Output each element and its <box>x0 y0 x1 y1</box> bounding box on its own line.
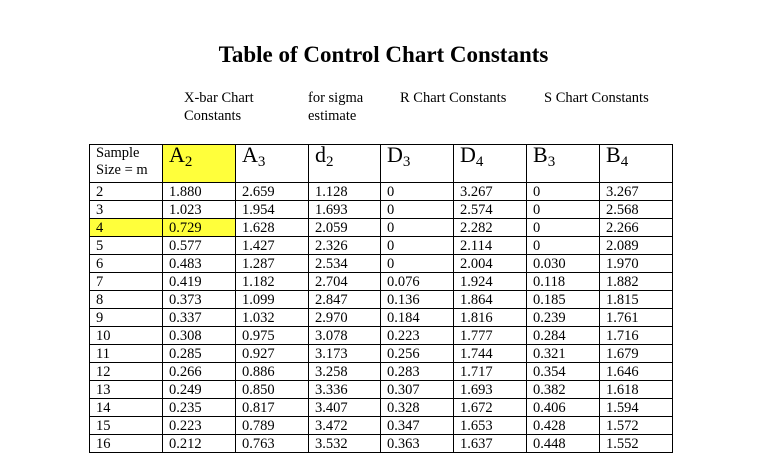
table-cell: 1.572 <box>600 417 673 435</box>
table-cell: 1.815 <box>600 291 673 309</box>
group-label-xbar: X-bar Chart Constants <box>184 90 254 124</box>
table-cell: 0.347 <box>381 417 454 435</box>
sample-size-cell: 5 <box>90 237 163 255</box>
table-cell: 0.136 <box>381 291 454 309</box>
table-cell: 1.816 <box>454 309 527 327</box>
table-cell: 0 <box>527 237 600 255</box>
table-cell: 2.266 <box>600 219 673 237</box>
table-cell: 1.032 <box>236 309 309 327</box>
table-header-row <box>90 145 673 183</box>
table-cell: 0 <box>527 219 600 237</box>
group-label-sigma: for sigma estimate <box>308 90 364 124</box>
table-cell: 1.693 <box>454 381 527 399</box>
table-row <box>90 291 673 309</box>
table-row <box>90 201 673 219</box>
table-cell: 1.924 <box>454 273 527 291</box>
table-cell: 1.672 <box>454 399 527 417</box>
table-cell: 0.223 <box>163 417 236 435</box>
table-cell: 1.970 <box>600 255 673 273</box>
sample-size-cell: 7 <box>90 273 163 291</box>
sample-size-cell: 11 <box>90 345 163 363</box>
table-body <box>90 183 673 453</box>
table-cell: 0.328 <box>381 399 454 417</box>
table-cell: 0.577 <box>163 237 236 255</box>
group-label-r-chart: R Chart Constants <box>400 90 507 106</box>
table-row <box>90 183 673 201</box>
table-cell: 0.308 <box>163 327 236 345</box>
table-cell: 0.239 <box>527 309 600 327</box>
group-label-s-chart: S Chart Constants <box>544 90 649 106</box>
table-cell: 0 <box>381 183 454 201</box>
header-d4: $D_4$ <box>454 145 527 183</box>
sample-size-cell: 12 <box>90 363 163 381</box>
table-cell: 1.717 <box>454 363 527 381</box>
table-cell: 2.970 <box>309 309 381 327</box>
table-cell: 0.975 <box>236 327 309 345</box>
table-cell: 3.258 <box>309 363 381 381</box>
table-cell: 1.182 <box>236 273 309 291</box>
table-cell: 0.483 <box>163 255 236 273</box>
table-cell: 0.927 <box>236 345 309 363</box>
table-cell: 1.693 <box>309 201 381 219</box>
table-cell: 0.030 <box>527 255 600 273</box>
header-a3: $A_3$ <box>236 145 309 183</box>
table-cell: 0.850 <box>236 381 309 399</box>
table-cell: 0 <box>381 255 454 273</box>
table-cell: 1.646 <box>600 363 673 381</box>
table-cell: 0.448 <box>527 435 600 453</box>
page-title: Table of Control Chart Constants <box>218 42 549 67</box>
table-cell: 0 <box>527 201 600 219</box>
table-cell: 2.326 <box>309 237 381 255</box>
table-cell: 1.128 <box>309 183 381 201</box>
sample-size-cell: 13 <box>90 381 163 399</box>
table-cell: 0.363 <box>381 435 454 453</box>
table-cell: 0 <box>381 201 454 219</box>
table-cell: 2.704 <box>309 273 381 291</box>
header-b3: $B_3$ <box>527 145 600 183</box>
table-cell: 1.716 <box>600 327 673 345</box>
table-cell: 0.428 <box>527 417 600 435</box>
table-cell: 0.419 <box>163 273 236 291</box>
table-cell: 0.886 <box>236 363 309 381</box>
sample-size-cell: 6 <box>90 255 163 273</box>
table-cell: 1.777 <box>454 327 527 345</box>
header-sample-size: Sample Size = m <box>90 145 163 183</box>
table-cell: 0.406 <box>527 399 600 417</box>
table-cell: 1.653 <box>454 417 527 435</box>
table-row <box>90 273 673 291</box>
sample-size-cell: 10 <box>90 327 163 345</box>
table-cell: 2.089 <box>600 237 673 255</box>
sample-size-cell: 3 <box>90 201 163 219</box>
table-cell: 0.373 <box>163 291 236 309</box>
table-cell: 0.249 <box>163 381 236 399</box>
table-cell: 1.628 <box>236 219 309 237</box>
sample-size-cell: 16 <box>90 435 163 453</box>
table-cell: 1.427 <box>236 237 309 255</box>
table-cell: 2.114 <box>454 237 527 255</box>
table-cell: 1.882 <box>600 273 673 291</box>
table-cell: 0.789 <box>236 417 309 435</box>
table-cell: 0.382 <box>527 381 600 399</box>
table-row <box>90 219 673 237</box>
sample-size-cell: 15 <box>90 417 163 435</box>
table-cell: 0.354 <box>527 363 600 381</box>
table-cell: 0.321 <box>527 345 600 363</box>
table-row <box>90 363 673 381</box>
table-cell: 0.185 <box>527 291 600 309</box>
table-row <box>90 255 673 273</box>
header-d3: $D_3$ <box>381 145 454 183</box>
table-cell: 1.679 <box>600 345 673 363</box>
table-cell: 1.287 <box>236 255 309 273</box>
table-cell: 0 <box>381 237 454 255</box>
header-a2: $A_2$ <box>163 145 236 183</box>
table-cell: 1.023 <box>163 201 236 219</box>
table-row <box>90 309 673 327</box>
sample-size-cell: 4 <box>90 219 163 237</box>
table-cell: 0.729 <box>163 219 236 237</box>
table-cell: 1.594 <box>600 399 673 417</box>
table-cell: 3.267 <box>600 183 673 201</box>
table-cell: 0 <box>381 219 454 237</box>
table-cell: 0.285 <box>163 345 236 363</box>
table-cell: 0.817 <box>236 399 309 417</box>
sample-size-cell: 2 <box>90 183 163 201</box>
header-d2: $d_2$ <box>309 145 381 183</box>
table-cell: 0.284 <box>527 327 600 345</box>
sample-size-cell: 9 <box>90 309 163 327</box>
table-cell: 3.336 <box>309 381 381 399</box>
table-cell: 2.574 <box>454 201 527 219</box>
table-cell: 0.307 <box>381 381 454 399</box>
table-cell: 1.880 <box>163 183 236 201</box>
table-row <box>90 417 673 435</box>
table-cell: 2.282 <box>454 219 527 237</box>
table-cell: 0.235 <box>163 399 236 417</box>
table-cell: 1.761 <box>600 309 673 327</box>
table-cell: 0.337 <box>163 309 236 327</box>
table-cell: 2.847 <box>309 291 381 309</box>
table-row <box>90 345 673 363</box>
table-cell: 0.118 <box>527 273 600 291</box>
table-cell: 1.864 <box>454 291 527 309</box>
table-cell: 3.532 <box>309 435 381 453</box>
table-cell: 3.173 <box>309 345 381 363</box>
table-cell: 2.534 <box>309 255 381 273</box>
table-cell: 0.212 <box>163 435 236 453</box>
sample-size-cell: 14 <box>90 399 163 417</box>
table-row <box>90 399 673 417</box>
table-row <box>90 237 673 255</box>
table-row <box>90 435 673 453</box>
table-cell: 0.223 <box>381 327 454 345</box>
table-cell: 3.267 <box>454 183 527 201</box>
table-cell: 2.659 <box>236 183 309 201</box>
table-cell: 0.763 <box>236 435 309 453</box>
table-cell: 0.266 <box>163 363 236 381</box>
table-cell: 1.637 <box>454 435 527 453</box>
sample-size-cell: 8 <box>90 291 163 309</box>
table-cell: 2.568 <box>600 201 673 219</box>
table-cell: 1.618 <box>600 381 673 399</box>
table-cell: 1.744 <box>454 345 527 363</box>
header-b4: $B_4$ <box>600 145 673 183</box>
table-cell: 2.059 <box>309 219 381 237</box>
table-cell: 3.472 <box>309 417 381 435</box>
table-cell: 0.076 <box>381 273 454 291</box>
table-cell: 1.099 <box>236 291 309 309</box>
table-cell: 0.184 <box>381 309 454 327</box>
table-row <box>90 381 673 399</box>
table-cell: 2.004 <box>454 255 527 273</box>
table-cell: 0 <box>527 183 600 201</box>
table-cell: 1.552 <box>600 435 673 453</box>
table-row <box>90 327 673 345</box>
table-cell: 0.256 <box>381 345 454 363</box>
control-chart-constants-table <box>89 144 673 453</box>
table-cell: 0.283 <box>381 363 454 381</box>
table-cell: 3.407 <box>309 399 381 417</box>
table-cell: 1.954 <box>236 201 309 219</box>
table-cell: 3.078 <box>309 327 381 345</box>
